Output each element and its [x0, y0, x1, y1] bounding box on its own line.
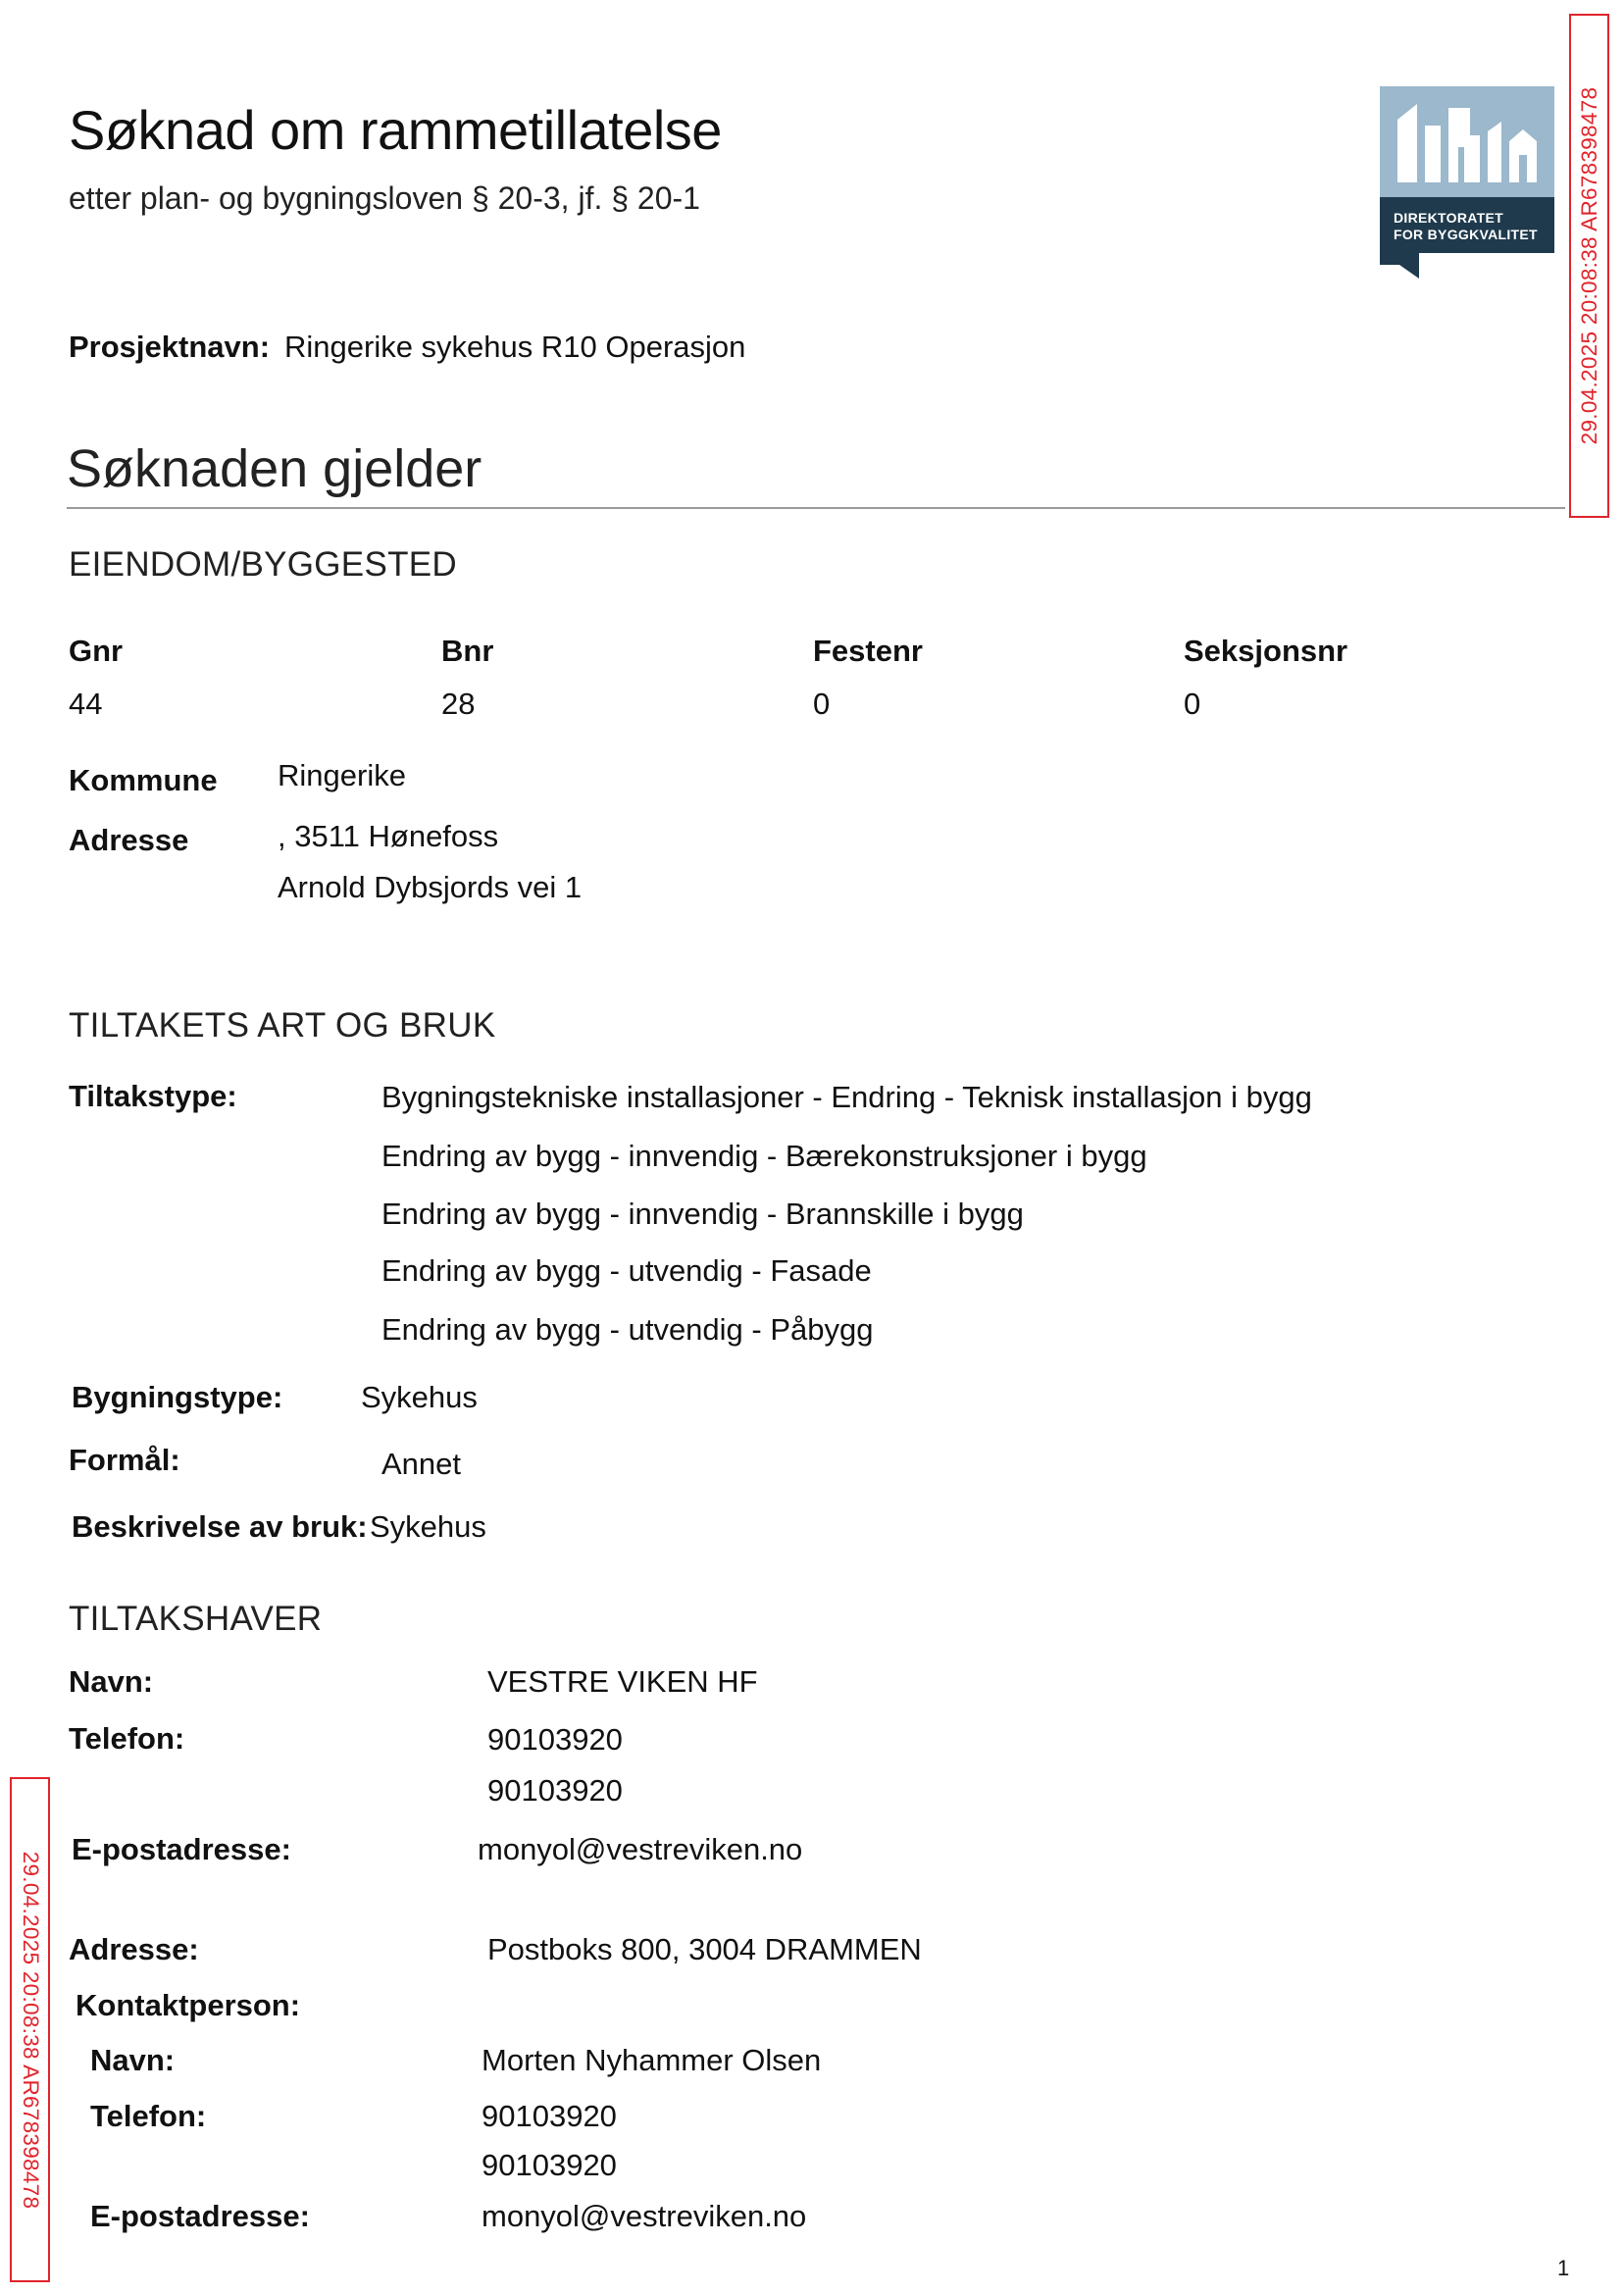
- logo-text-line2: FOR BYGGKVALITET: [1394, 227, 1538, 242]
- seksjonsnr-value: 0: [1184, 687, 1201, 721]
- measure-type-item: Bygningstekniske installasjoner - Endring - Teknisk installasjon i bygg: [381, 1080, 1312, 1114]
- contact-phone-value: 90103920: [482, 2099, 617, 2133]
- contact-phone-label: Telefon:: [90, 2099, 207, 2133]
- building-type-value: Sykehus: [361, 1380, 478, 1414]
- owner-phone-value: 90103920: [487, 1722, 623, 1757]
- owner-email-value: monyol@vestreviken.no: [478, 1832, 803, 1866]
- use-description-label: Beskrivelse av bruk:: [72, 1509, 368, 1544]
- logo-text-line1: DIREKTORATET: [1394, 210, 1503, 226]
- document-title: Søknad om rammetillatelse: [69, 99, 722, 161]
- owner-address-label: Adresse:: [69, 1932, 199, 1966]
- owner-email-label: E-postadresse:: [72, 1832, 291, 1866]
- property-heading: EIENDOM/BYGGESTED: [69, 545, 457, 584]
- festenr-value: 0: [813, 687, 831, 721]
- owner-name-value: VESTRE VIKEN HF: [487, 1664, 758, 1699]
- purpose-label: Formål:: [69, 1443, 180, 1477]
- use-description-value: Sykehus: [370, 1509, 486, 1544]
- measure-type-item: Endring av bygg - utvendig - Påbygg: [381, 1312, 874, 1347]
- measure-type-item: Endring av bygg - utvendig - Fasade: [381, 1253, 872, 1288]
- address-line2: Arnold Dybsjords vei 1: [278, 870, 583, 904]
- owner-heading: TILTAKSHAVER: [69, 1600, 323, 1638]
- receipt-stamp-bottom: [10, 1777, 50, 2282]
- contact-email-label: E-postadresse:: [90, 2199, 310, 2233]
- owner-address-value: Postboks 800, 3004 DRAMMEN: [487, 1932, 922, 1966]
- municipality-value: Ringerike: [278, 758, 406, 792]
- receipt-stamp-top: [1569, 14, 1609, 518]
- contact-phone-value: 90103920: [482, 2148, 617, 2182]
- building-type-label: Bygningstype:: [72, 1380, 283, 1414]
- document-subtitle: etter plan- og bygningsloven § 20-3, jf. § 20-1: [69, 180, 700, 216]
- measure-heading: TILTAKETS ART OG BRUK: [69, 1006, 496, 1045]
- contact-person-label: Kontaktperson:: [76, 1988, 301, 2022]
- owner-name-label: Navn:: [69, 1664, 154, 1699]
- project-name-label: Prosjektnavn:: [69, 330, 271, 364]
- address-line1: , 3511 Hønefoss: [278, 819, 499, 853]
- measure-type-item: Endring av bygg - innvendig - Bærekonstruksjoner i bygg: [381, 1139, 1147, 1173]
- dibk-logo: [1380, 86, 1554, 279]
- gnr-label: Gnr: [69, 634, 124, 668]
- measure-type-label: Tiltakstype:: [69, 1079, 237, 1113]
- contact-name-label: Navn:: [90, 2043, 176, 2077]
- festenr-label: Festenr: [813, 634, 923, 668]
- owner-phone-label: Telefon:: [69, 1721, 185, 1756]
- section-title: Søknaden gjelder: [67, 439, 482, 498]
- contact-email-value: monyol@vestreviken.no: [482, 2199, 807, 2233]
- page-number: 1: [1557, 2256, 1570, 2280]
- measure-type-item: Endring av bygg - innvendig - Brannskille i bygg: [381, 1197, 1024, 1231]
- dibk-logo-graphic: [1380, 86, 1554, 279]
- bnr-value: 28: [441, 687, 476, 721]
- bnr-label: Bnr: [441, 634, 494, 668]
- owner-phone-value: 90103920: [487, 1773, 623, 1808]
- project-name-value: Ringerike sykehus R10 Operasjon: [284, 330, 746, 364]
- address-label: Adresse: [69, 823, 189, 857]
- receipt-stamp-text: 29.04.2025 20:08:38 AR678398478: [1576, 86, 1601, 445]
- gnr-value: 44: [69, 687, 103, 721]
- purpose-value: Annet: [381, 1447, 462, 1481]
- municipality-label: Kommune: [69, 763, 218, 797]
- section-divider: [67, 507, 1565, 509]
- seksjonsnr-label: Seksjonsnr: [1184, 634, 1348, 668]
- receipt-stamp-text: 29.04.2025 20:08:38 AR678398478: [18, 1851, 43, 2209]
- contact-name-value: Morten Nyhammer Olsen: [482, 2043, 822, 2077]
